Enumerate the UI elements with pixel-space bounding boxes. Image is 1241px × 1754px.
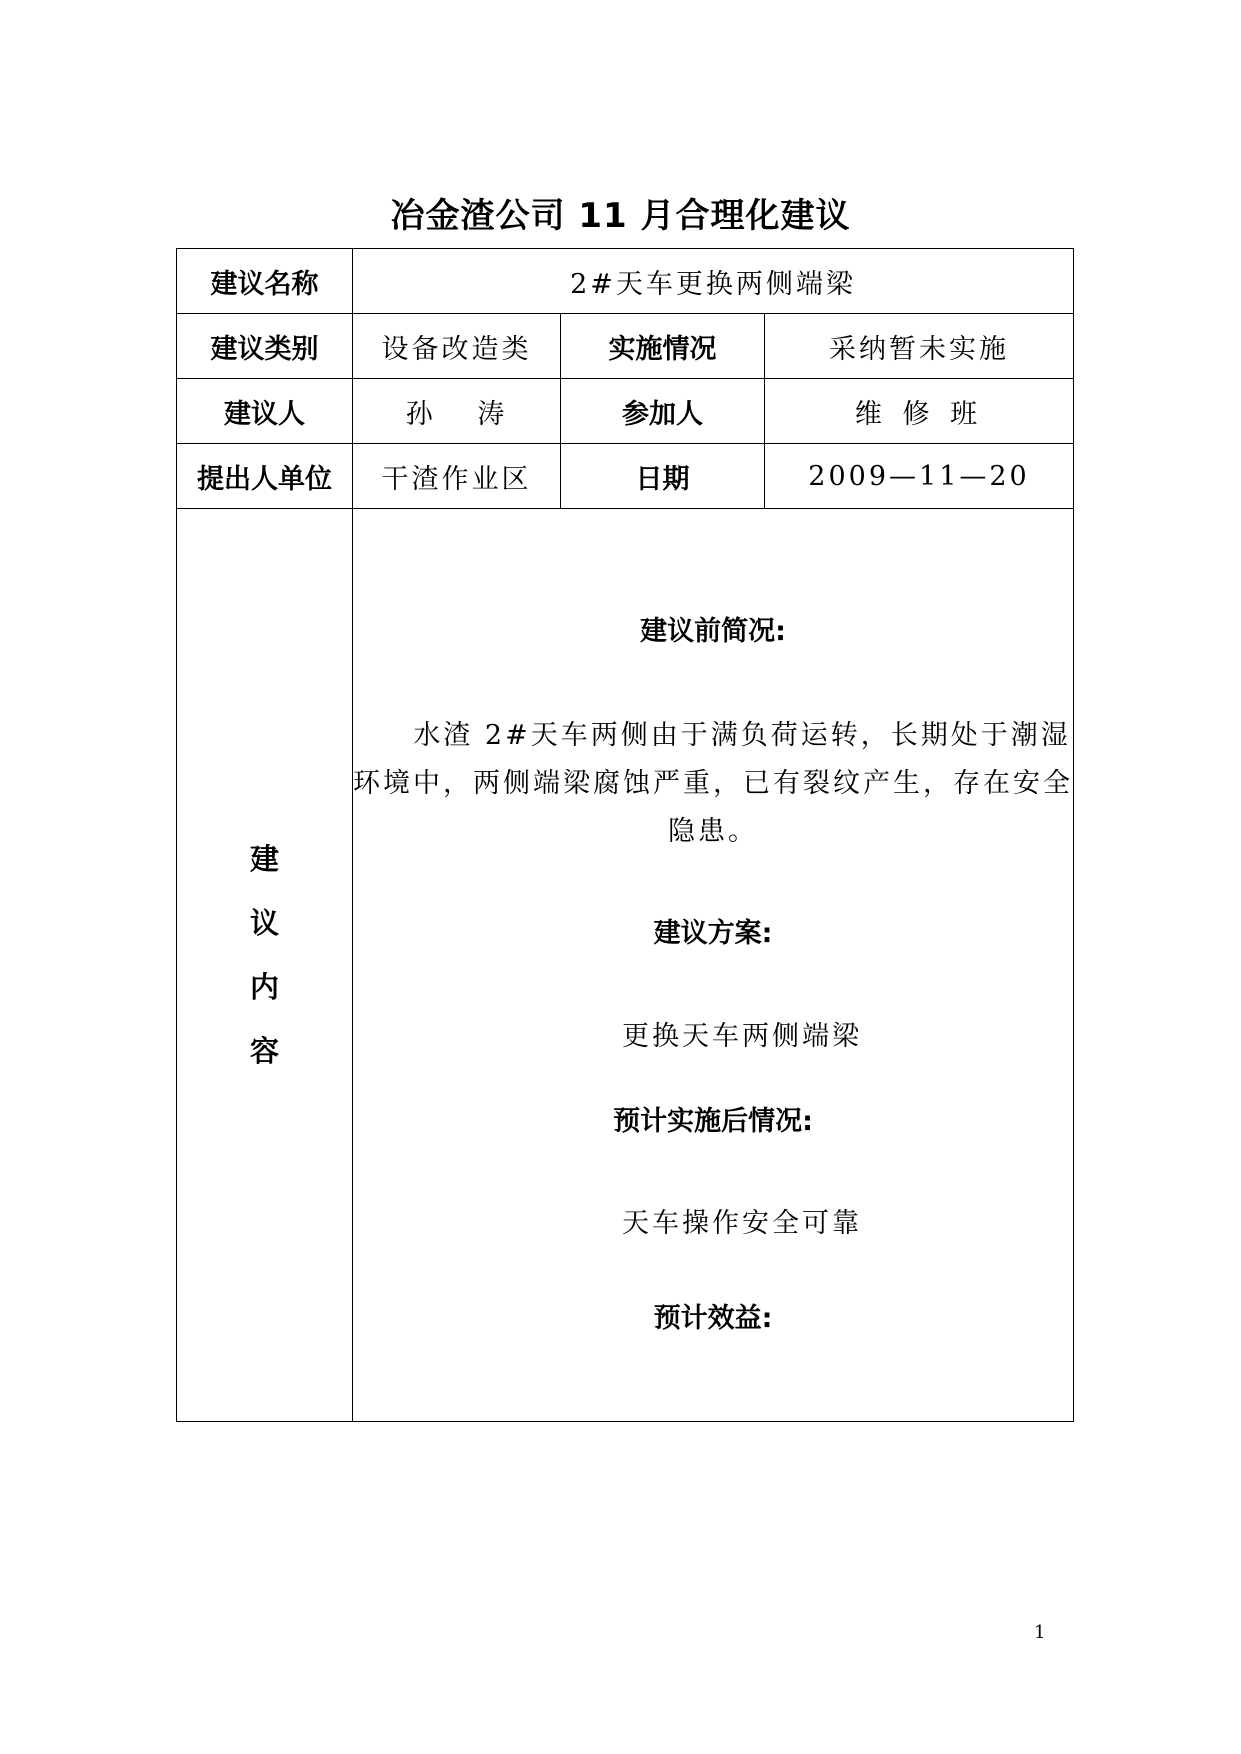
plan-heading: 建议方案:: [653, 918, 773, 949]
proposer-label: 建议人: [177, 379, 353, 444]
proposer-row: [177, 379, 1074, 444]
date-value: 2009—11—20: [765, 444, 1074, 509]
unit-value: 干渣作业区: [353, 444, 561, 509]
side-char: 内: [249, 970, 279, 1004]
content-body: [353, 509, 1074, 1422]
category-row: [177, 314, 1074, 379]
benefit-heading: 预计效益:: [653, 1303, 773, 1334]
page-title: 冶金渣公司 11 月合理化建议: [390, 196, 851, 236]
name-value: 2#天车更换两侧端梁: [353, 249, 1074, 314]
after-heading: 预计实施后情况:: [613, 1106, 813, 1137]
category-label: 建议类别: [177, 314, 353, 379]
name-row: [177, 249, 1074, 314]
page-number: 1: [1034, 1622, 1046, 1643]
before-text: 水渣 2#天车两侧由于满负荷运转，长期处于潮湿环境中，两侧端梁腐蚀严重，已有裂纹产生，存在安全隐患。: [353, 720, 1074, 847]
participant-label: 参加人: [561, 379, 765, 444]
participant-value: 维 修 班: [765, 379, 1074, 444]
side-char: 建: [249, 842, 279, 876]
unit-label: 提出人单位: [177, 444, 353, 509]
content-side-label: [177, 509, 353, 1422]
side-char: 容: [249, 1034, 279, 1068]
content-row: [177, 509, 1074, 1422]
suggestion-form-table: [176, 248, 1074, 1422]
proposer-value: 孙 涛: [353, 379, 561, 444]
date-label: 日期: [561, 444, 765, 509]
status-value: 采纳暂未实施: [765, 314, 1074, 379]
after-text: 天车操作安全可靠: [622, 1208, 863, 1239]
before-heading: 建议前简况:: [640, 616, 786, 647]
side-char: 议: [249, 906, 279, 940]
category-value: 设备改造类: [353, 314, 561, 379]
unit-row: [177, 444, 1074, 509]
plan-text: 更换天车两侧端梁: [622, 1021, 863, 1052]
name-label: 建议名称: [177, 249, 353, 314]
status-label: 实施情况: [561, 314, 765, 379]
